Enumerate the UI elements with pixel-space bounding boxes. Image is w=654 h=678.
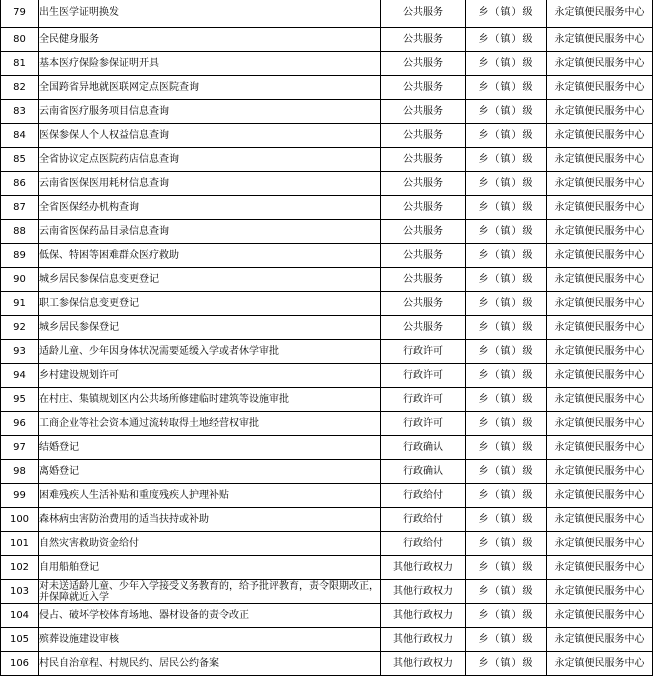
item-level: 乡（镇）级 bbox=[466, 124, 547, 148]
item-org: 永定镇便民服务中心 bbox=[547, 340, 653, 364]
item-level: 乡（镇）级 bbox=[466, 532, 547, 556]
item-number: 91 bbox=[1, 292, 39, 316]
item-type: 其他行政权力 bbox=[381, 604, 466, 628]
table-row bbox=[1, 244, 653, 268]
item-type: 公共服务 bbox=[381, 0, 466, 28]
item-level: 乡（镇）级 bbox=[466, 436, 547, 460]
item-type: 公共服务 bbox=[381, 316, 466, 340]
item-type: 公共服务 bbox=[381, 124, 466, 148]
item-name: 工商企业等社会资本通过流转取得土地经营权审批 bbox=[39, 412, 381, 436]
item-number: 94 bbox=[1, 364, 39, 388]
item-level: 乡（镇）级 bbox=[466, 100, 547, 124]
item-org: 永定镇便民服务中心 bbox=[547, 532, 653, 556]
table-row bbox=[1, 28, 653, 52]
item-type: 公共服务 bbox=[381, 100, 466, 124]
item-number: 101 bbox=[1, 532, 39, 556]
table-row bbox=[1, 220, 653, 244]
item-number: 95 bbox=[1, 388, 39, 412]
item-org: 永定镇便民服务中心 bbox=[547, 652, 653, 676]
item-org: 永定镇便民服务中心 bbox=[547, 388, 653, 412]
item-level: 乡（镇）级 bbox=[466, 340, 547, 364]
table-row bbox=[1, 604, 653, 628]
item-name: 乡村建设规划许可 bbox=[39, 364, 381, 388]
item-org: 永定镇便民服务中心 bbox=[547, 316, 653, 340]
table-row bbox=[1, 436, 653, 460]
table-row bbox=[1, 580, 653, 604]
item-name: 村民自治章程、村规民约、居民公约备案 bbox=[39, 652, 381, 676]
table-body bbox=[1, 0, 653, 676]
item-name: 结婚登记 bbox=[39, 436, 381, 460]
item-name: 全省协议定点医院药店信息查询 bbox=[39, 148, 381, 172]
table-row bbox=[1, 148, 653, 172]
item-org: 永定镇便民服务中心 bbox=[547, 148, 653, 172]
table-row bbox=[1, 172, 653, 196]
item-org: 永定镇便民服务中心 bbox=[547, 124, 653, 148]
item-type: 行政许可 bbox=[381, 340, 466, 364]
table-row bbox=[1, 340, 653, 364]
item-org: 永定镇便民服务中心 bbox=[547, 100, 653, 124]
table-row bbox=[1, 508, 653, 532]
item-level: 乡（镇）级 bbox=[466, 52, 547, 76]
item-name: 职工参保信息变更登记 bbox=[39, 292, 381, 316]
item-type: 公共服务 bbox=[381, 76, 466, 100]
item-name: 医保参保人个人权益信息查询 bbox=[39, 124, 381, 148]
item-number: 82 bbox=[1, 76, 39, 100]
item-name: 在村庄、集镇规划区内公共场所修建临时建筑等设施审批 bbox=[39, 388, 381, 412]
table-row bbox=[1, 364, 653, 388]
item-level: 乡（镇）级 bbox=[466, 244, 547, 268]
item-name: 城乡居民参保登记 bbox=[39, 316, 381, 340]
item-name: 全国跨省异地就医联网定点医院查询 bbox=[39, 76, 381, 100]
table-row bbox=[1, 652, 653, 676]
item-type: 公共服务 bbox=[381, 148, 466, 172]
item-name: 侵占、破坏学校体育场地、器材设备的责令改正 bbox=[39, 604, 381, 628]
item-type: 行政许可 bbox=[381, 388, 466, 412]
item-type: 公共服务 bbox=[381, 52, 466, 76]
item-level: 乡（镇）级 bbox=[466, 148, 547, 172]
table-row bbox=[1, 100, 653, 124]
item-org: 永定镇便民服务中心 bbox=[547, 268, 653, 292]
item-org: 永定镇便民服务中心 bbox=[547, 196, 653, 220]
item-name: 全民健身服务 bbox=[39, 28, 381, 52]
item-level: 乡（镇）级 bbox=[466, 460, 547, 484]
item-number: 103 bbox=[1, 580, 39, 604]
table-row bbox=[1, 484, 653, 508]
item-name: 低保、特困等困难群众医疗救助 bbox=[39, 244, 381, 268]
item-number: 96 bbox=[1, 412, 39, 436]
item-number: 87 bbox=[1, 196, 39, 220]
item-number: 85 bbox=[1, 148, 39, 172]
item-org: 永定镇便民服务中心 bbox=[547, 604, 653, 628]
table-row bbox=[1, 124, 653, 148]
item-level: 乡（镇）级 bbox=[466, 364, 547, 388]
item-level: 乡（镇）级 bbox=[466, 28, 547, 52]
item-number: 93 bbox=[1, 340, 39, 364]
item-org: 永定镇便民服务中心 bbox=[547, 364, 653, 388]
item-number: 106 bbox=[1, 652, 39, 676]
table-row bbox=[1, 532, 653, 556]
item-level: 乡（镇）级 bbox=[466, 412, 547, 436]
item-name: 森林病虫害防治费用的适当扶持或补助 bbox=[39, 508, 381, 532]
item-type: 其他行政权力 bbox=[381, 652, 466, 676]
item-org: 永定镇便民服务中心 bbox=[547, 244, 653, 268]
item-org: 永定镇便民服务中心 bbox=[547, 460, 653, 484]
item-level: 乡（镇）级 bbox=[466, 292, 547, 316]
item-level: 乡（镇）级 bbox=[466, 484, 547, 508]
item-number: 83 bbox=[1, 100, 39, 124]
table-row bbox=[1, 0, 653, 28]
item-name: 基本医疗保险参保证明开具 bbox=[39, 52, 381, 76]
item-org: 永定镇便民服务中心 bbox=[547, 556, 653, 580]
item-type: 行政确认 bbox=[381, 460, 466, 484]
item-number: 100 bbox=[1, 508, 39, 532]
item-org: 永定镇便民服务中心 bbox=[547, 508, 653, 532]
item-number: 104 bbox=[1, 604, 39, 628]
item-name: 云南省医保医用耗材信息查询 bbox=[39, 172, 381, 196]
item-level: 乡（镇）级 bbox=[466, 0, 547, 28]
item-type: 公共服务 bbox=[381, 196, 466, 220]
item-type: 行政给付 bbox=[381, 484, 466, 508]
table-row bbox=[1, 76, 653, 100]
item-number: 81 bbox=[1, 52, 39, 76]
table-row bbox=[1, 628, 653, 652]
item-name: 全省医保经办机构查询 bbox=[39, 196, 381, 220]
item-org: 永定镇便民服务中心 bbox=[547, 412, 653, 436]
item-type: 公共服务 bbox=[381, 28, 466, 52]
item-number: 89 bbox=[1, 244, 39, 268]
item-type: 公共服务 bbox=[381, 268, 466, 292]
item-level: 乡（镇）级 bbox=[466, 604, 547, 628]
item-name: 困难残疾人生活补贴和重度残疾人护理补贴 bbox=[39, 484, 381, 508]
table-row bbox=[1, 268, 653, 292]
item-type: 公共服务 bbox=[381, 172, 466, 196]
item-type: 其他行政权力 bbox=[381, 556, 466, 580]
item-level: 乡（镇）级 bbox=[466, 580, 547, 604]
item-type: 其他行政权力 bbox=[381, 580, 466, 604]
item-name: 出生医学证明换发 bbox=[39, 0, 381, 28]
item-type: 公共服务 bbox=[381, 292, 466, 316]
item-number: 102 bbox=[1, 556, 39, 580]
item-level: 乡（镇）级 bbox=[466, 652, 547, 676]
item-org: 永定镇便民服务中心 bbox=[547, 580, 653, 604]
item-name: 云南省医疗服务项目信息查询 bbox=[39, 100, 381, 124]
item-name: 离婚登记 bbox=[39, 460, 381, 484]
table-row bbox=[1, 556, 653, 580]
item-number: 105 bbox=[1, 628, 39, 652]
item-name: 适龄儿童、少年因身体状况需要延缓入学或者休学审批 bbox=[39, 340, 381, 364]
item-number: 79 bbox=[1, 0, 39, 28]
item-org: 永定镇便民服务中心 bbox=[547, 436, 653, 460]
item-type: 行政许可 bbox=[381, 364, 466, 388]
item-level: 乡（镇）级 bbox=[466, 316, 547, 340]
item-level: 乡（镇）级 bbox=[466, 388, 547, 412]
item-level: 乡（镇）级 bbox=[466, 268, 547, 292]
item-level: 乡（镇）级 bbox=[466, 172, 547, 196]
item-org: 永定镇便民服务中心 bbox=[547, 28, 653, 52]
item-level: 乡（镇）级 bbox=[466, 508, 547, 532]
item-type: 公共服务 bbox=[381, 220, 466, 244]
item-type: 行政给付 bbox=[381, 508, 466, 532]
item-number: 80 bbox=[1, 28, 39, 52]
item-name: 城乡居民参保信息变更登记 bbox=[39, 268, 381, 292]
item-org: 永定镇便民服务中心 bbox=[547, 628, 653, 652]
item-level: 乡（镇）级 bbox=[466, 628, 547, 652]
item-number: 90 bbox=[1, 268, 39, 292]
item-org: 永定镇便民服务中心 bbox=[547, 76, 653, 100]
item-number: 86 bbox=[1, 172, 39, 196]
item-org: 永定镇便民服务中心 bbox=[547, 484, 653, 508]
item-name: 对未送适龄儿童、少年入学接受义务教育的，给予批评教育，责令限期改正，并保障就近入学 bbox=[39, 580, 379, 603]
item-number: 92 bbox=[1, 316, 39, 340]
item-level: 乡（镇）级 bbox=[466, 220, 547, 244]
item-org: 永定镇便民服务中心 bbox=[547, 220, 653, 244]
item-number: 98 bbox=[1, 460, 39, 484]
item-type: 公共服务 bbox=[381, 244, 466, 268]
table-row bbox=[1, 388, 653, 412]
item-number: 88 bbox=[1, 220, 39, 244]
item-org: 永定镇便民服务中心 bbox=[547, 52, 653, 76]
table-row bbox=[1, 292, 653, 316]
item-number: 99 bbox=[1, 484, 39, 508]
table-row bbox=[1, 412, 653, 436]
table-row bbox=[1, 52, 653, 76]
table-row bbox=[1, 460, 653, 484]
item-name: 自然灾害救助资金给付 bbox=[39, 532, 381, 556]
item-level: 乡（镇）级 bbox=[466, 556, 547, 580]
item-type: 其他行政权力 bbox=[381, 628, 466, 652]
item-level: 乡（镇）级 bbox=[466, 76, 547, 100]
item-number: 97 bbox=[1, 436, 39, 460]
item-type: 行政许可 bbox=[381, 412, 466, 436]
item-type: 行政确认 bbox=[381, 436, 466, 460]
item-level: 乡（镇）级 bbox=[466, 196, 547, 220]
item-name: 殡葬设施建设审核 bbox=[39, 628, 381, 652]
table-row bbox=[1, 196, 653, 220]
table-row bbox=[1, 316, 653, 340]
item-type: 行政给付 bbox=[381, 532, 466, 556]
item-org: 永定镇便民服务中心 bbox=[547, 292, 653, 316]
item-org: 永定镇便民服务中心 bbox=[547, 172, 653, 196]
item-number: 84 bbox=[1, 124, 39, 148]
item-name: 自用船舶登记 bbox=[39, 556, 381, 580]
item-org: 永定镇便民服务中心 bbox=[547, 0, 653, 28]
item-name: 云南省医保药品目录信息查询 bbox=[39, 220, 381, 244]
